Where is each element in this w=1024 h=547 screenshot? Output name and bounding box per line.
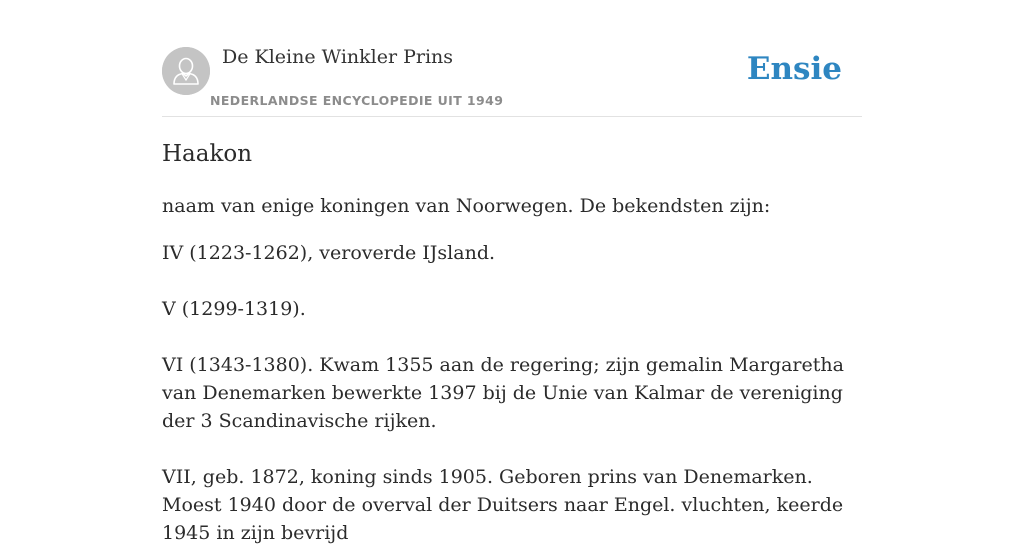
entry-haakon-vi: VI (1343-1380). Kwam 1355 aan de regering; zijn gemalin Margaretha van Denemarken bewerkte 1397 bij de Unie van Kalmar de vereniging der 3 Scandinavische rijken. <box>162 354 844 432</box>
source-title[interactable]: De Kleine Winkler Prins <box>222 46 454 68</box>
article-title: Haakon <box>162 141 253 167</box>
entry-haakon-v: V (1299-1319). <box>162 298 306 320</box>
article-content <box>162 138 862 547</box>
entry-haakon-vii: VII, geb. 1872, koning sinds 1905. Geboren prins van Denemarken. Moest 1940 door de overval der Duitsers naar Engel. vluchten, keerde 1945 in zijn bevrijd <box>162 466 844 544</box>
source-subtitle: NEDERLANDSE ENCYCLOPEDIE UIT 1949 <box>210 93 504 108</box>
page-header <box>162 46 862 117</box>
user-avatar-icon[interactable] <box>162 47 210 95</box>
brand-logo[interactable]: Ensie <box>746 51 842 87</box>
entry-haakon-iv: IV (1223-1262), veroverde IJsland. <box>162 242 496 264</box>
article-intro: naam van enige koningen van Noorwegen. De bekendsten zijn: <box>162 195 771 217</box>
